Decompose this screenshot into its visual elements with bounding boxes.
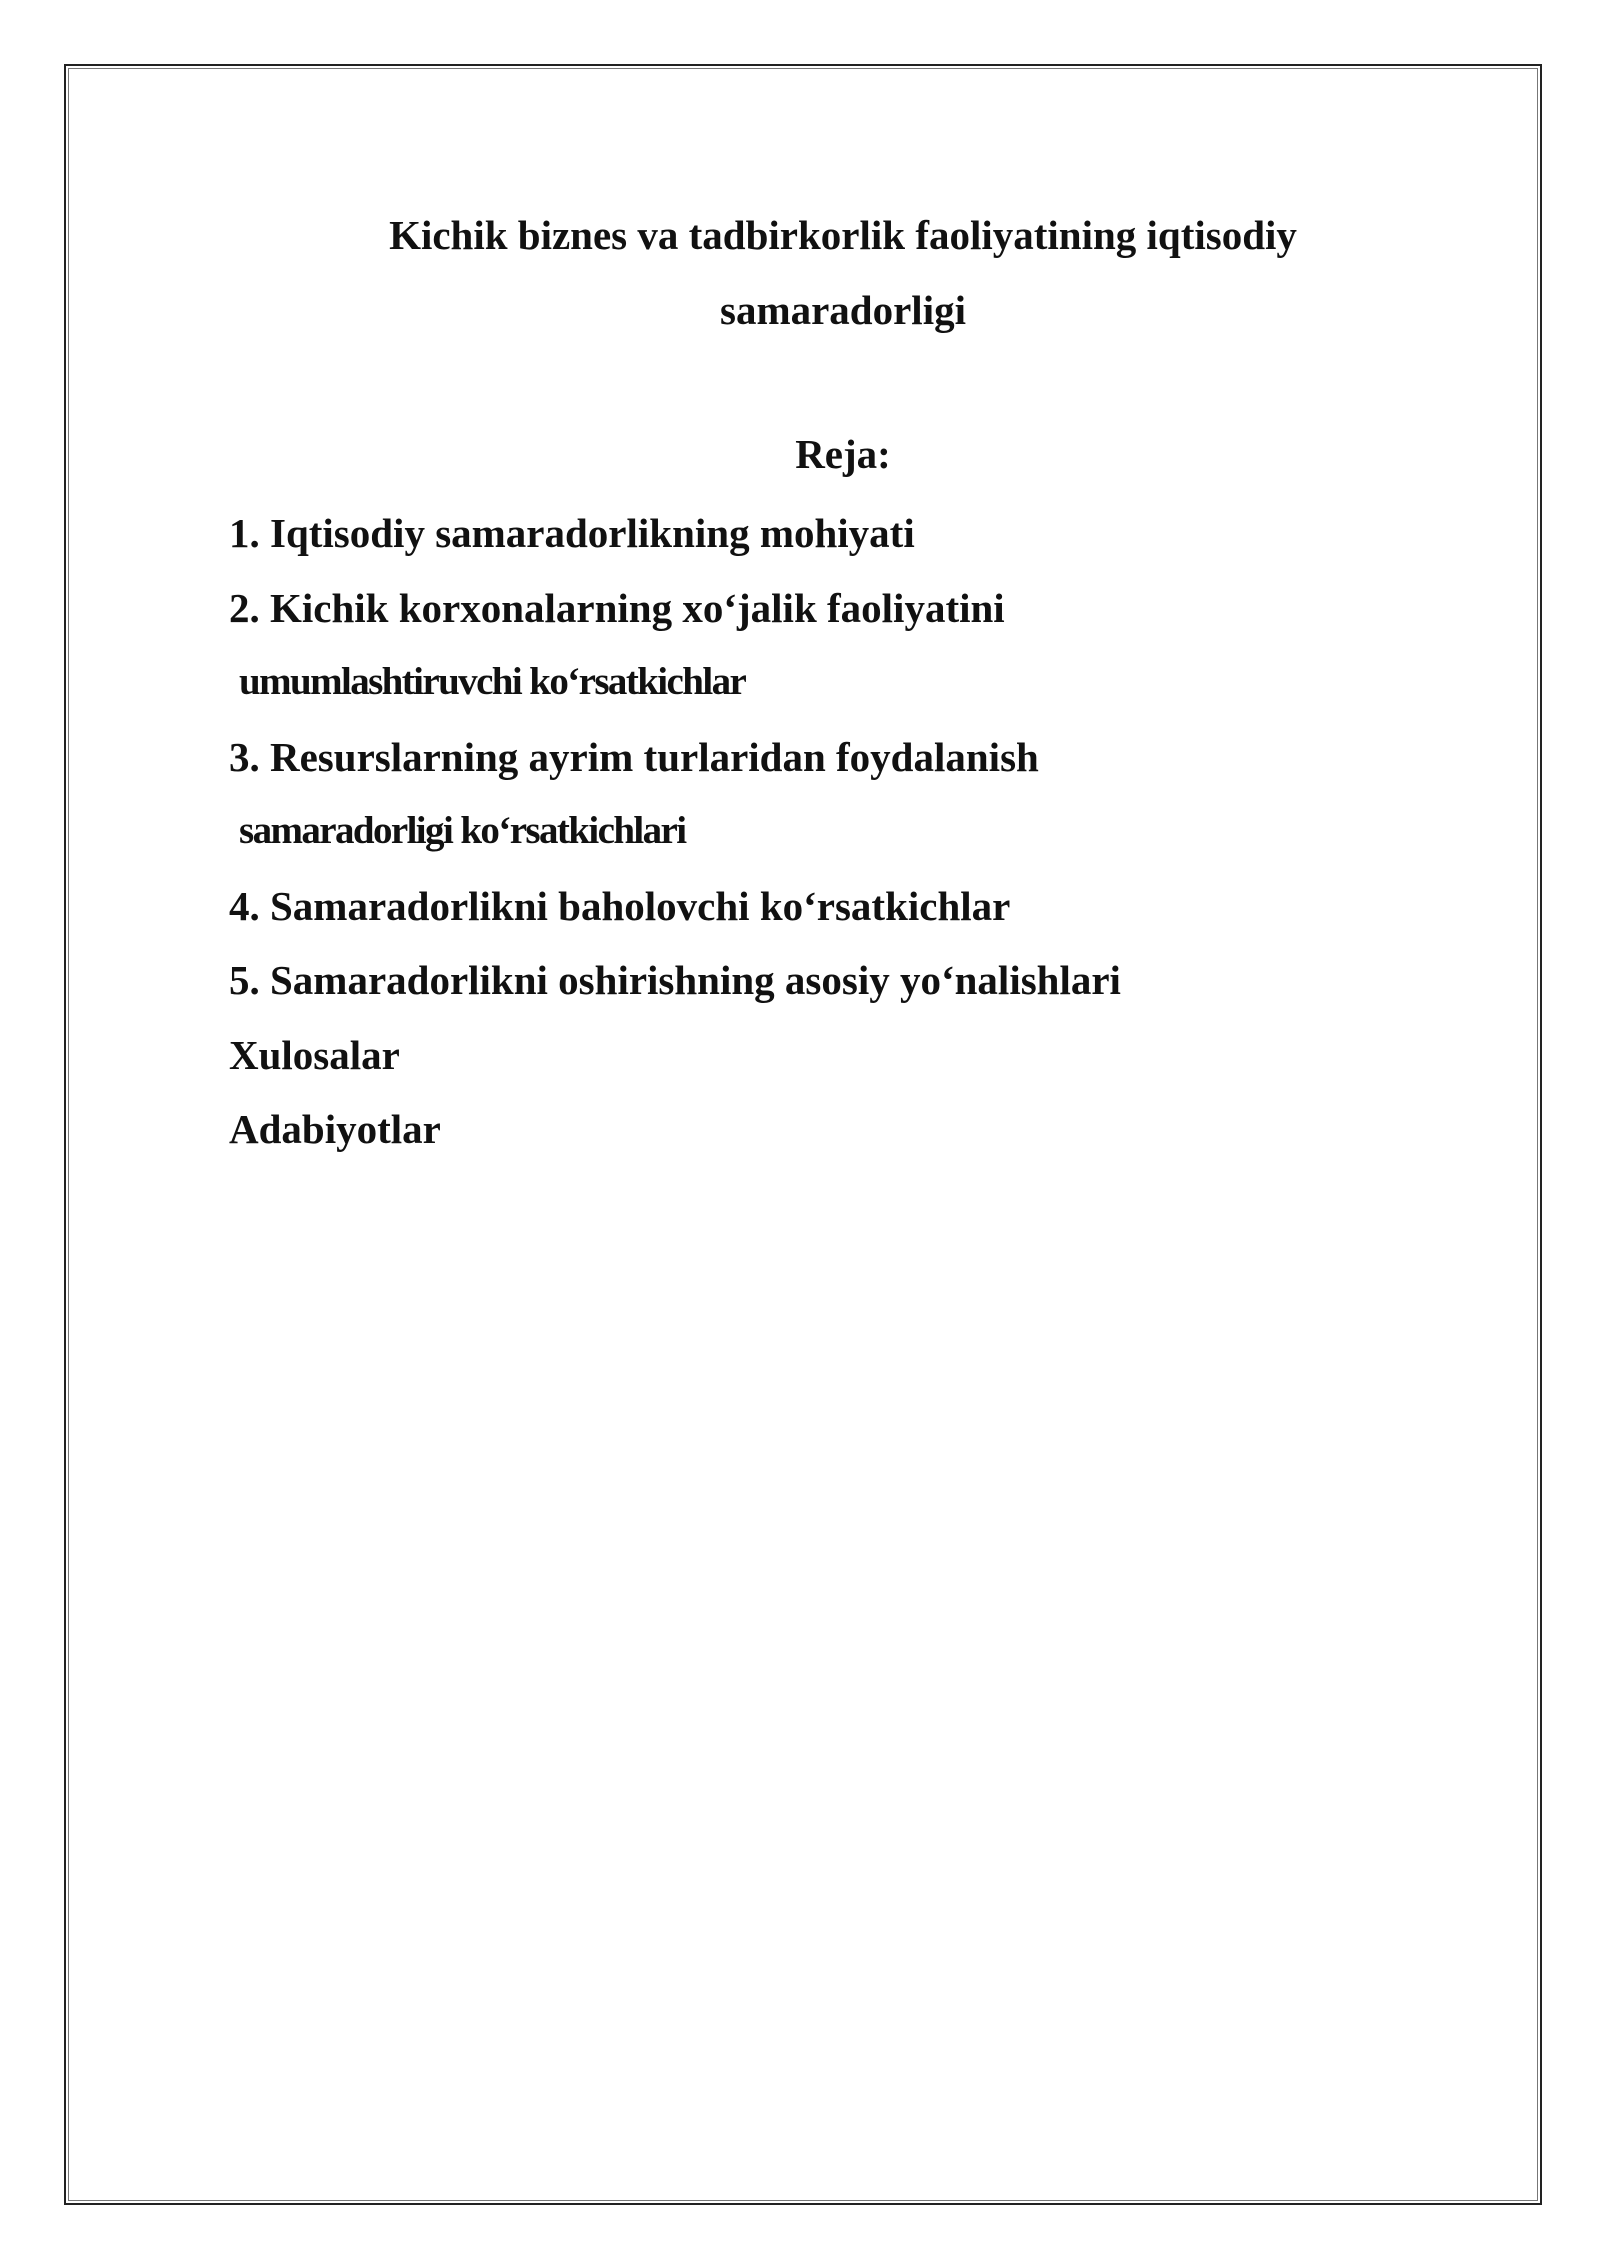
plan-item-2: 2. Kichik korxonalarning xo‘jalik faoliyatini [229, 584, 1005, 631]
plan-item-3: 3. Resurslarning ayrim turlaridan foydalanish [229, 733, 1039, 780]
plan-list [229, 496, 1489, 1167]
plan-item-references: Adabiyotlar [229, 1106, 441, 1152]
plan-item-5: 5. Samaradorlikni oshirishning asosiy yo‘nalishlari [229, 957, 1121, 1003]
plan-item-2-continuation: umumlashtiruvchi ko‘rsatkichlar [239, 660, 746, 703]
plan-item-4: 4. Samaradorlikni baholovchi ko‘rsatkichlar [229, 882, 1011, 929]
plan-heading: Reja: [795, 431, 891, 477]
plan-item-1: 1. Iqtisodiy samaradorlikning mohiyati [229, 510, 915, 556]
title-line-2: samaradorligi [720, 287, 966, 333]
plan-item-3-continuation: samaradorligi ko‘rsatkichlari [239, 809, 686, 852]
plan-item-conclusions: Xulosalar [229, 1031, 400, 1078]
title-line-1: Kichik biznes va tadbirkorlik faoliyatining iqtisodiy [389, 212, 1297, 258]
document-title [160, 198, 1526, 348]
